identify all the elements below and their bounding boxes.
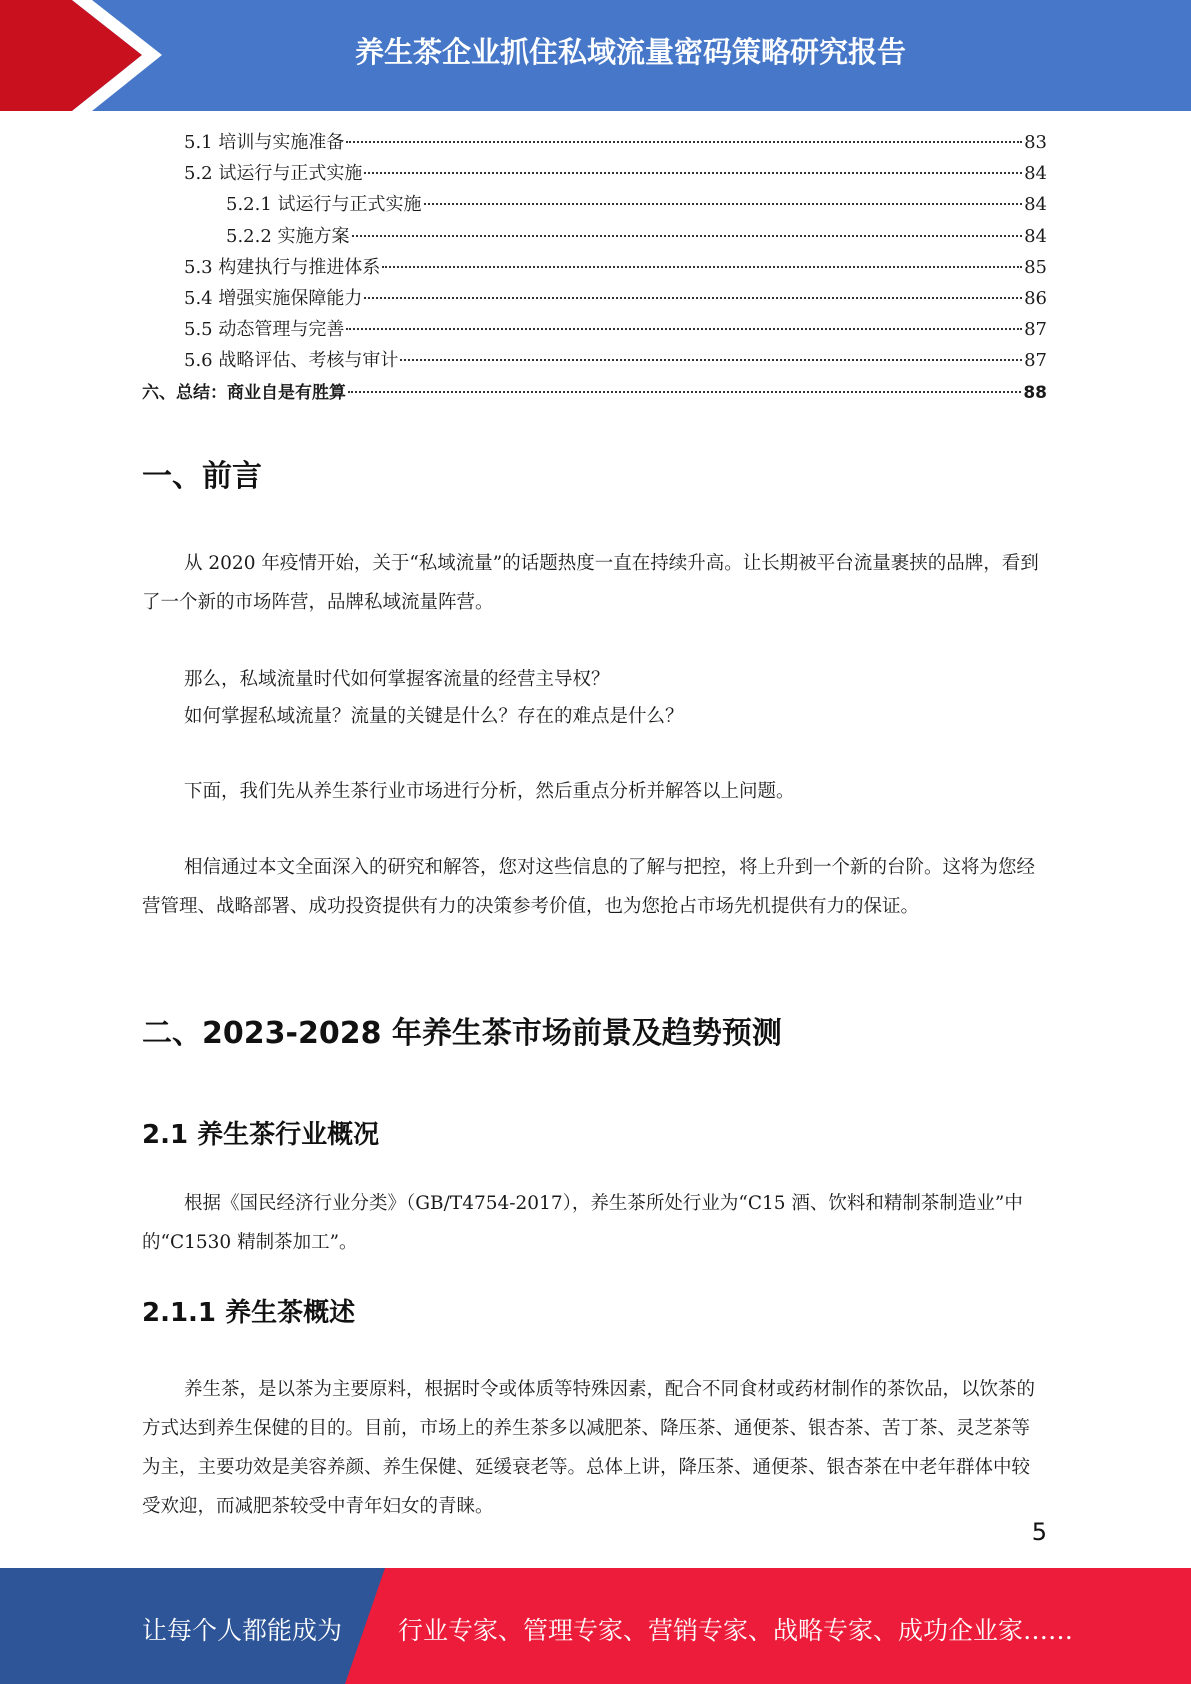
toc-entry[interactable]	[142, 128, 1047, 159]
toc-entry-page: 88	[1023, 382, 1047, 403]
page-number: 5	[1031, 1518, 1047, 1546]
toc-entry[interactable]	[142, 190, 1047, 221]
toc-entry-page: 87	[1024, 319, 1047, 341]
toc-entry-label: 5.1 培训与实施准备	[184, 132, 345, 153]
toc-entry-label: 5.2 试运行与正式实施	[184, 163, 363, 185]
footer-slogan-left: 让每个人都能成为	[142, 1616, 343, 1645]
toc-entry-page: 84	[1024, 194, 1047, 216]
summary-heading: 2.1.1 养生茶概述	[142, 1298, 356, 1328]
toc-entry-label: 5.2.2 实施方案	[226, 225, 350, 247]
toc-leader-dots	[424, 203, 1023, 205]
preface-question-1: 那么，私域流量时代如何掌握客流量的经营主导权？	[184, 669, 610, 690]
toc-entry-label: 六、总结：商业自是有胜算	[142, 382, 346, 403]
table-of-contents	[142, 128, 1047, 409]
toc-entry[interactable]	[142, 346, 1047, 377]
toc-leader-dots	[364, 297, 1022, 299]
preface-paragraph-1: 从 2020 年疫情开始，关于“私域流量”的话题热度一直在持续升高。让长期被平台流量裹挟的品牌，看到了一个新的市场阵营，品牌私域流量阵营。	[142, 553, 1039, 613]
toc-entry-page: 83	[1024, 132, 1047, 153]
preface-heading: 一、前言	[142, 459, 262, 494]
toc-leader-dots	[400, 359, 1022, 361]
toc-entry-page: 87	[1024, 350, 1047, 372]
forecast-heading: 二、2023-2028 年养生茶市场前景及趋势预测	[142, 1016, 782, 1051]
toc-entry[interactable]	[142, 284, 1047, 315]
page-footer	[0, 1568, 1191, 1684]
page-header	[0, 0, 1191, 111]
toc-entry-label: 5.3 构建执行与推进体系	[184, 256, 381, 278]
footer-slogan-right: 行业专家、管理专家、营销专家、战略专家、成功企业家……	[398, 1616, 1074, 1645]
toc-entry-chapter[interactable]	[142, 378, 1047, 409]
toc-leader-dots	[348, 391, 1021, 393]
toc-entry-label: 5.6 战略评估、考核与审计	[184, 350, 399, 372]
toc-entry[interactable]	[142, 159, 1047, 190]
toc-leader-dots	[346, 141, 1022, 143]
toc-entry[interactable]	[142, 315, 1047, 346]
header-title: 养生茶企业抓住私域流量密码策略研究报告	[354, 35, 906, 69]
toc-entry[interactable]	[142, 222, 1047, 253]
toc-entry-label: 5.5 动态管理与完善	[184, 319, 345, 341]
preface-paragraph-2: 下面，我们先从养生茶行业市场进行分析，然后重点分析并解答以上问题。	[184, 781, 795, 802]
toc-entry[interactable]	[142, 253, 1047, 284]
toc-leader-dots	[346, 328, 1022, 330]
toc-leader-dots	[364, 172, 1022, 174]
overview-heading: 2.1 养生茶行业概况	[142, 1120, 380, 1150]
overview-paragraph: 根据《国民经济行业分类》（GB/T4754-2017），养生茶所处行业为“C15 酒、饮料和精制茶制造业”中的“C1530 精制茶加工”。	[142, 1193, 1023, 1253]
toc-entry-label: 5.4 增强实施保障能力	[184, 287, 363, 309]
toc-entry-page: 84	[1024, 163, 1047, 185]
preface-paragraph-3: 相信通过本文全面深入的研究和解答，您对这些信息的了解与把控，将上升到一个新的台阶。这将为您经营管理、战略部署、成功投资提供有力的决策参考价值，也为您抢占市场先机提供有力的保证。	[142, 857, 1036, 917]
toc-leader-dots	[382, 266, 1022, 268]
toc-entry-page: 85	[1024, 256, 1047, 278]
preface-question-2: 如何掌握私域流量？流量的关键是什么？存在的难点是什么？	[184, 706, 684, 727]
toc-entry-page: 84	[1024, 225, 1047, 247]
toc-entry-page: 86	[1024, 287, 1047, 309]
toc-entry-label: 5.2.1 试运行与正式实施	[226, 194, 422, 216]
summary-paragraph: 养生茶，是以茶为主要原料，根据时令或体质等特殊因素，配合不同食材或药材制作的茶饮品，以饮茶的方式达到养生保健的目的。目前，市场上的养生茶多以减肥茶、降压茶、通便茶、银杏茶、苦丁茶、灵芝茶等为主，主要功效是美容养颜、养生保健、延缓衰老等。总体上讲，降压茶、通便茶、银杏茶在中老年群体中较受欢迎，而减肥茶较受中青年妇女的青睐。	[142, 1379, 1036, 1517]
toc-leader-dots	[352, 235, 1023, 237]
